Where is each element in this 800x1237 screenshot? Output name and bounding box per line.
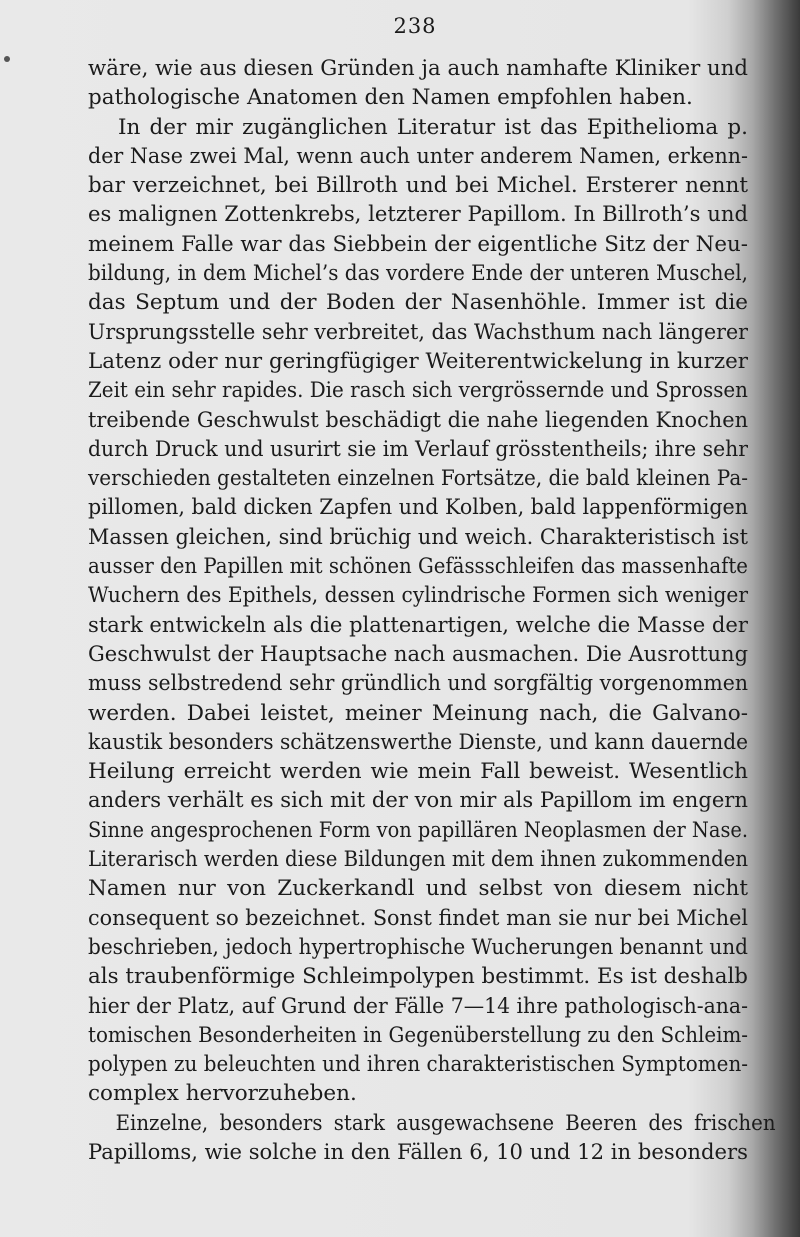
text-line: complex hervorzuheben. xyxy=(88,1081,357,1107)
text-line: stark entwickeln als die plattenartigen, welche die Masse der xyxy=(88,612,748,638)
text-line: anders verhält es sich mit der von mir als Papillom im engern xyxy=(88,788,748,814)
text-line: consequent so bezeichnet. Sonst findet man sie nur bei Michel xyxy=(88,905,749,931)
page-number: 238 xyxy=(393,14,437,38)
text-line: muss selbstredend sehr gründlich und sorgfältig vorgenommen xyxy=(88,671,749,697)
text-line: Zeit ein sehr rapides. Die rasch sich vergrössernde und Sprossen xyxy=(88,378,748,404)
text-line: hier der Platz, auf Grund der Fälle 7—14 ihre pathologisch-ana- xyxy=(88,993,748,1019)
text-line: der Nase zwei Mal, wenn auch unter anderem Namen, erkenn- xyxy=(88,143,748,169)
text-line: das Septum und der Boden der Nasenhöhle. Immer ist die xyxy=(88,290,748,316)
text-line: polypen zu beleuchten und ihren charakteristischen Symptomen- xyxy=(88,1052,749,1078)
text-line: verschieden gestalteten einzelnen Fortsätze, die bald kleinen Pa- xyxy=(88,466,749,492)
text-line: bildung, in dem Michel’s das vordere Ende der unteren Muschel, xyxy=(88,261,749,287)
text-line: Latenz oder nur geringfügiger Weiterentwickelung in kurzer xyxy=(88,348,749,374)
text-line: wäre, wie aus diesen Gründen ja auch namhafte Kliniker und xyxy=(88,56,748,81)
text-line: werden. Dabei leistet, meiner Meinung nach, die Galvano- xyxy=(88,700,748,726)
text-line: es malignen Zottenkrebs, letzterer Papillom. In Billroth’s und xyxy=(88,202,749,228)
text-line: treibende Geschwulst beschädigt die nahe liegenden Knochen xyxy=(88,407,749,433)
paper-spot xyxy=(4,56,10,62)
text-line: Namen nur von Zuckerkandl und selbst von diesem nicht xyxy=(88,876,748,902)
text-line: Papilloms, wie solche in den Fällen 6, 10 und 12 in besonders xyxy=(88,1139,748,1165)
text-line: durch Druck und usurirt sie im Verlauf grösstentheils; ihre sehr xyxy=(88,436,749,462)
text-line: kaustik besonders schätzenswerthe Dienste, und kann dauernde xyxy=(88,729,749,755)
text-line: beschrieben, jedoch hypertrophische Wucherungen benannt und xyxy=(88,934,748,960)
text-line: pillomen, bald dicken Zapfen und Kolben, bald lappenförmigen xyxy=(88,495,749,521)
text-line: In der mir zugänglichen Literatur ist das Epithelioma p. xyxy=(118,114,748,140)
body-text xyxy=(88,54,776,1167)
text-line: Einzelne, besonders stark ausgewachsene Beeren des frischen xyxy=(115,1110,776,1136)
text-line: pathologische Anatomen den Namen empfohlen haben. xyxy=(88,85,693,111)
text-line: Literarisch werden diese Bildungen mit dem ihnen zukommenden xyxy=(88,847,749,873)
text-line: Heilung erreicht werden wie mein Fall beweist. Wesentlich xyxy=(88,759,748,785)
text-line: als traubenförmige Schleimpolypen bestimmt. Es ist deshalb xyxy=(88,964,748,990)
text-line: Geschwulst der Hauptsache nach ausmachen. Die Ausrottung xyxy=(88,641,749,667)
text-line: Ursprungsstelle sehr verbreitet, das Wachsthum nach längerer xyxy=(88,319,749,345)
text-line: meinem Falle war das Siebbein der eigentliche Sitz der Neu- xyxy=(88,231,748,257)
text-line: tomischen Besonderheiten in Gegenüberstellung zu den Schleim- xyxy=(88,1022,749,1048)
text-line: Wuchern des Epithels, dessen cylindrische Formen sich weniger xyxy=(88,583,749,609)
text-line: bar verzeichnet, bei Billroth und bei Michel. Ersterer nennt xyxy=(88,173,748,199)
text-line: Massen gleichen, sind brüchig und weich. Charakteristisch ist xyxy=(88,524,748,550)
text-line: Sinne angesprochenen Form von papillären Neoplasmen der Nase. xyxy=(88,817,749,843)
text-line: ausser den Papillen mit schönen Gefässschleifen das massenhafte xyxy=(88,554,748,580)
